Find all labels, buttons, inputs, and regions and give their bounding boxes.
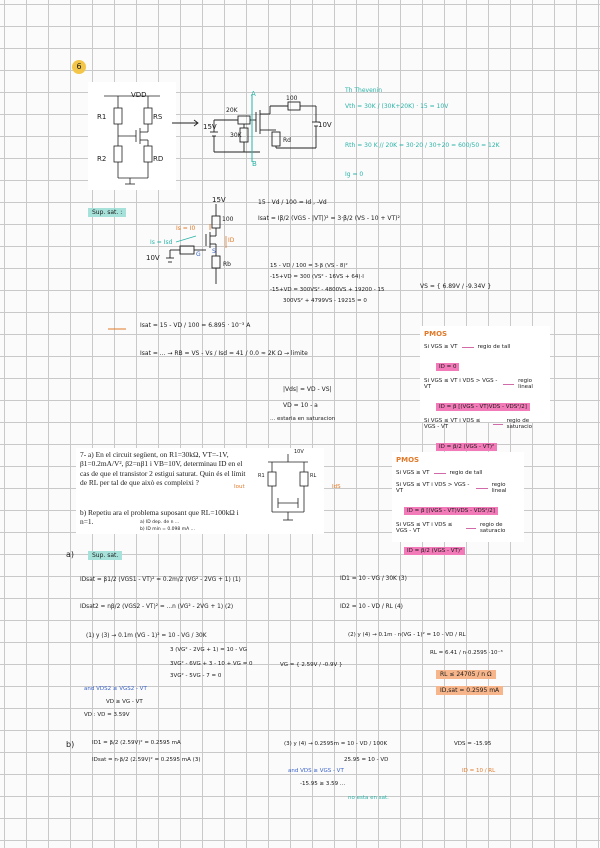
eq1-line2: Isat = Iβ/2 (VGS - |VT|)² = 3·β/2 (VS - 10 + VT)² xyxy=(258,215,400,222)
c1-r2-label: R2 xyxy=(97,155,107,163)
section-a-label: a) xyxy=(66,550,75,559)
sa-rl-result: RL ≤ 24705 / n Ω xyxy=(436,670,496,679)
c1t-100: 100 xyxy=(286,95,298,102)
sa-line7: and VDS2 ≥ VGS2 - VT xyxy=(84,686,147,692)
pmos2-tag-1: ID = β [(VGS - VT)VDS - VDS²/2] xyxy=(404,507,498,515)
problem7-sol2: b) ID mín = 0.098 mA ... xyxy=(140,527,195,532)
pmos1-tag-0: ID = 0 xyxy=(436,363,459,371)
pmos2-row-lin xyxy=(396,482,520,494)
pmos2-row-sat xyxy=(396,522,520,534)
eq1-line6: 300VS² + 4799VS - 19215 = 0 xyxy=(283,298,367,304)
pmos1-tag-2: ID = β/2 (VGS - VT)² xyxy=(436,443,497,451)
sa-right3: (2) y (4) → 0.1m · n(VG - 1)² = 10 - VD / RL xyxy=(348,632,466,638)
pmos2-result-0: regio de tall xyxy=(449,470,483,476)
sa-right2: ID2 = 10 - VD / RL (4) xyxy=(340,604,403,610)
c1-rd-label: RD xyxy=(153,155,164,163)
c2-100: 100 xyxy=(222,216,234,223)
pmos1-row-sat xyxy=(424,418,546,430)
eq-rb: Isat = ... → RB = VS - Vs / Isd = 41 / 0.0 ≈ 2K Ω → limite xyxy=(140,350,308,357)
pmos2-cond-2: Si VGS ≤ VT i VDS ≤ VGS - VT xyxy=(396,522,453,534)
sb-mid2: 25.95 = 10 - VD xyxy=(344,757,389,763)
c1t-10v: 10V xyxy=(318,121,332,129)
eq1-line3: 15 - VD / 100 = 3·β (VS - 8)² xyxy=(270,263,348,269)
eq-vds-2: VD = 10 - a xyxy=(283,402,318,409)
arrow-to-thevenin xyxy=(172,118,202,128)
eq-vds-3: ... estaria en saturacion xyxy=(270,416,336,422)
sb-mid3: and VDS ≥ VGS - VT xyxy=(288,768,344,774)
eq-isat: Isat = 15 - VD / 100 = 6.895 · 10⁻³ A xyxy=(140,322,251,329)
pmos2-row-tall xyxy=(396,470,520,476)
pmos2-title: PMOS xyxy=(396,456,420,464)
sup-sat-label-1: Sup. sat. : xyxy=(88,208,126,217)
c2-10v: 10V xyxy=(146,254,160,262)
note-vth: Vth = 30K / (30K+20K) · 15 = 10V xyxy=(345,103,449,110)
c1t-node-b: B xyxy=(252,160,257,168)
sa-vg-brace: VG = { 2.59V / -0.9V } xyxy=(280,662,343,668)
orange-dash-mark xyxy=(108,327,128,331)
c1-vdd-label: VDD xyxy=(131,91,147,99)
eq1-line5: -15+VD = 300VS² - 4800VS + 19200 - 15 xyxy=(270,287,385,293)
circuit3-schematic xyxy=(250,450,326,530)
arrow-icon xyxy=(434,473,446,474)
arrow-icon xyxy=(476,488,487,489)
problem7-text-b: b) Repetiu ara el problema suposant que RL=100kΩ i n=1. xyxy=(80,508,239,527)
problem7-sol1: a) ID dep. de n ... xyxy=(140,520,180,525)
sa-line8: VD ≥ VG - VT xyxy=(106,699,143,705)
note-ig: Ig = 0 xyxy=(345,171,364,178)
section-b-label: b) xyxy=(66,740,75,749)
c1t-rd: Rd xyxy=(283,137,291,144)
sa-line9: VD : VD = 3.59V xyxy=(84,712,130,718)
sa-line3: (1) y (3) → 0.1m (VG - 1)² = 10 - VG / 30K xyxy=(86,633,207,639)
eq1-vs-brace: VS = { 6.89V / -9.34V } xyxy=(420,283,492,290)
eq1-line4: -15+VD = 300 (VS² - 16VS + 64)·I xyxy=(270,274,364,280)
page-number-badge: 6 xyxy=(72,60,86,74)
sb-line1: ID1 = β/2 (2.59V)² = 0.2595 mA xyxy=(92,740,181,746)
sa-right1: ID1 = 10 - VG / 30K (3) xyxy=(340,576,407,582)
pmos1-row-lin xyxy=(424,378,546,390)
sb-right1: VDS = -15.95 xyxy=(454,741,492,747)
c3-vcc: 10V xyxy=(294,449,304,455)
sb-line2: IDsat = n·β/2 (2.59V)² = 0.2595 mA (3) xyxy=(92,757,201,763)
c3-ibs: IdS xyxy=(332,484,341,490)
pmos1-cond-2: Si VGS ≤ VT i VDS ≤ VGS - VT xyxy=(424,418,481,430)
problem7-text-a: 7- a) En el circuit següent, on R1=30kΩ, VT=-1V, β1=0.2mA/V², β2=nβ1 i VB=10V, determinau ID en el cas de que el transistor 2 estigui saturat. Quin és el límit de RL per tal de que això es compleixi ? xyxy=(80,450,246,488)
c1t-20k: 20K xyxy=(226,107,238,114)
sa-line5: 3VG² - 6VG + 3 - 10 + VG = 0 xyxy=(170,661,253,667)
eq1-line1: 15 - Vd / 100 = Id , -Vd xyxy=(258,199,327,206)
pmos1-result-2: regio de saturacio xyxy=(506,418,533,430)
pmos1-cond-0: Si VGS ≥ VT xyxy=(424,344,458,350)
pmos1-tag-1: ID = β [(VGS - VT)VDS - VDS²/2] xyxy=(436,403,530,411)
pmos1-result-1: regio lineal xyxy=(518,378,533,390)
arrow-icon xyxy=(462,347,474,348)
sa-idsat-result: ID,sat = 0.2595 mA xyxy=(436,686,503,695)
sa-line1: IDsat = β1/2 (VGS1 - VT)² = 0.2m/2 (VG² - 2VG + 1) (1) xyxy=(80,577,241,583)
c2-is: Is = I0 xyxy=(176,225,196,232)
pmos1-title: PMOS xyxy=(424,330,448,338)
pmos2-result-1: regio lineal xyxy=(491,482,507,494)
pmos2-result-2: regio de saturacio xyxy=(479,522,506,534)
c2-15v: 15V xyxy=(212,196,226,204)
c1-rs-label: RS xyxy=(153,113,163,121)
c1t-15v: 15V xyxy=(203,123,217,131)
sb-mid5: no esta en sat. xyxy=(348,795,389,801)
arrow-icon xyxy=(493,424,503,425)
note-thevenin: Th Thevenin xyxy=(345,87,383,94)
note-rth: Rth = 30 K // 20K = 30·20 / 30+20 = 600/50 = 12K xyxy=(345,142,500,149)
pmos1-row-tall xyxy=(424,344,546,350)
pmos-panel-2 xyxy=(392,452,524,554)
pmos2-cond-0: Si VGS ≥ VT xyxy=(396,470,430,476)
c2-id: ID xyxy=(228,237,235,244)
arrow-icon xyxy=(503,384,514,385)
sa-line2: IDsat2 = nβ/2 (VGS2 - VT)² = ...n (VG² - 2VG + 1) (2) xyxy=(80,604,234,610)
c1-r1-label: R1 xyxy=(97,113,107,121)
sa-right4: RL = 6.41 / n·0.2595 ·10⁻³ xyxy=(430,650,503,656)
circuit1-thevenin xyxy=(200,92,340,172)
pmos2-cond-1: Si VGS ≤ VT i VDS > VGS - VT xyxy=(396,482,470,494)
c2-rb: Rb xyxy=(223,261,231,268)
sb-mid4: -15.95 ≥ 3.59 ... xyxy=(300,781,346,787)
c2-g: G xyxy=(196,251,201,258)
sup-sat-label-2: Sup. sat. xyxy=(88,551,122,560)
c3-r1: R1 xyxy=(258,473,265,479)
c2-s: S xyxy=(212,248,216,255)
c3-iout: Iout xyxy=(234,484,245,490)
sa-line6: 3VG² - 5VG - 7 = 0 xyxy=(170,673,222,679)
pmos1-result-0: regio de tall xyxy=(477,344,511,350)
eq-vds-1: |Vds| = VD - VS| xyxy=(283,386,332,393)
sb-mid1: (3) y (4) → 0.2595m = 10 - VD / 100K xyxy=(284,741,388,747)
c3-rl: RL xyxy=(310,473,317,479)
c2-is-rth: Is = Isd xyxy=(150,239,173,246)
arrow-icon xyxy=(466,528,476,529)
sa-line4: 3 (VG² - 2VG + 1) = 10 - VG xyxy=(170,647,247,653)
pmos1-cond-1: Si VGS ≤ VT i VDS > VGS - VT xyxy=(424,378,498,390)
c1t-node-a: A xyxy=(251,90,256,98)
sb-right2: ID = 10 / RL xyxy=(462,768,496,774)
pmos2-tag-2: ID = β/2 (VGS - VT)² xyxy=(404,547,465,555)
c1t-30k: 30K xyxy=(230,132,242,139)
pmos-panel-1 xyxy=(420,326,550,450)
